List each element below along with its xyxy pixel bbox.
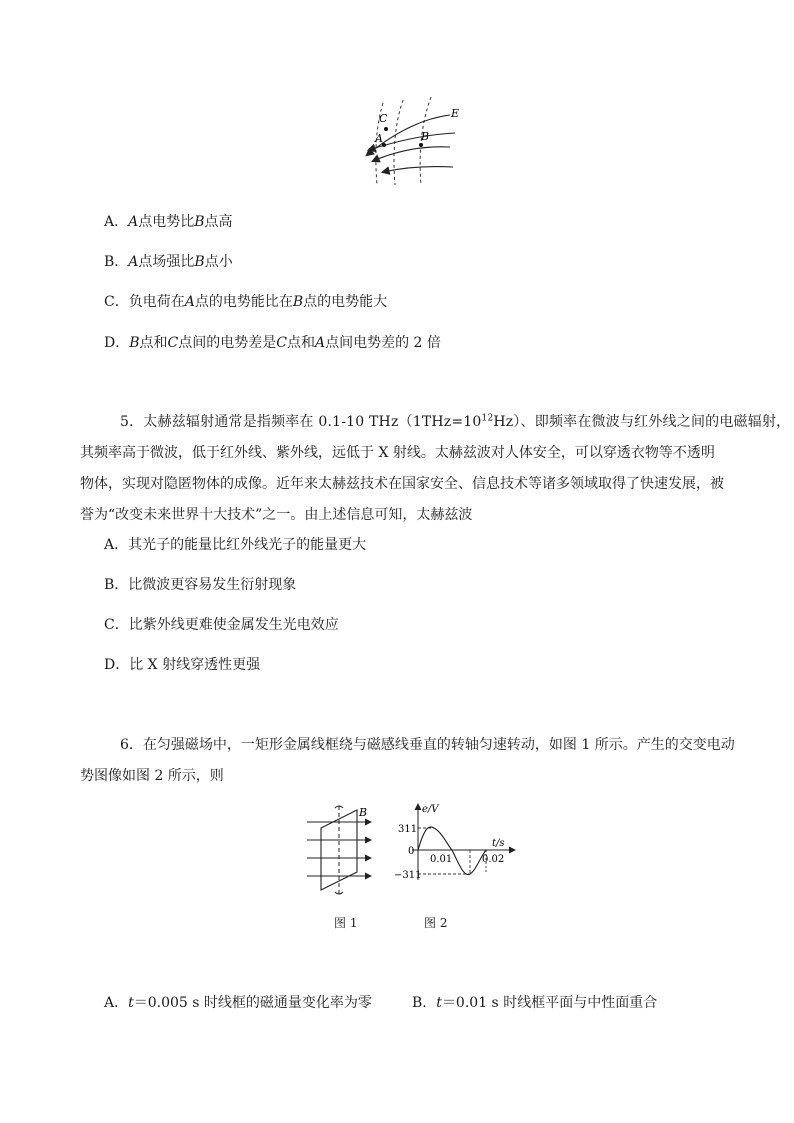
field-line	[373, 147, 450, 161]
option-text: 点间电势差的 2 倍	[325, 335, 441, 351]
label-b-field: B	[359, 806, 368, 819]
stem-text: Hz）、即频率在微波与红外线之间的电磁辐射，	[493, 414, 791, 430]
option-letter: B．	[104, 254, 129, 270]
q6-stem-line-1: 6．在匀强磁场中，一矩形金属线框绕与磁感线垂直的转轴匀速转动，如图 1 所示。产生的交变电动	[120, 737, 735, 753]
q5-stem-line-3: 物体，实现对隐匿物体的成像。近年来太赫兹技术在国家安全、信息技术等诸多领域取得了快速发展，被	[80, 476, 724, 492]
option-text: 点场强比	[138, 254, 195, 270]
option-text: 点的电势能比在	[194, 294, 293, 310]
option-text: 点高	[204, 214, 233, 230]
y-max-label: 311	[398, 824, 418, 835]
q5-option-a[interactable]: A．其光子的能量比红外线光子的能量更大	[104, 537, 367, 553]
stem-text: 5．太赫兹辐射通常是指频率在 0.1-10 THz（1THz=10	[120, 414, 482, 430]
var-b: B	[194, 254, 205, 270]
var-a: A	[128, 254, 139, 270]
q6-option-a[interactable]	[104, 993, 372, 1013]
var-a: A	[184, 294, 195, 310]
fig2-caption: 图 2	[424, 916, 448, 930]
fig1-caption: 图 1	[334, 916, 358, 930]
var-t: t	[128, 995, 134, 1011]
superscript: 12	[481, 413, 494, 424]
emf-curve	[418, 827, 486, 875]
option-text: 点和	[139, 335, 168, 351]
var-b: B	[292, 294, 304, 310]
x-tick-1: 0.01	[430, 854, 453, 865]
var-a: A	[314, 335, 326, 351]
field-lines-figure	[355, 95, 470, 190]
q5-stem-line-4: 誉为“改变未来世界十大技术”之一。由上述信息可知，太赫兹波	[80, 507, 473, 523]
emf-graph	[360, 800, 520, 884]
option-letter: D．	[104, 335, 130, 351]
origin-label: 0	[408, 846, 415, 857]
x-tick-2: 0.02	[482, 854, 505, 865]
option-text: 点小	[204, 254, 233, 270]
y-min-label: −311	[394, 870, 422, 881]
var-t: t	[436, 995, 442, 1011]
option-text: ＝0.01 s 时线框平面与中性面重合	[441, 995, 658, 1011]
x-axis-label: t/s	[492, 838, 505, 849]
option-letter: A．	[104, 214, 129, 230]
q4-option-d[interactable]	[104, 333, 441, 353]
var-b: B	[129, 335, 140, 351]
q5-stem-line-2: 其频率高于微波，低于红外线、紫外线，远低于 X 射线。太赫兹波对人体安全，可以穿透衣物等不透明	[80, 445, 715, 461]
q6-option-b[interactable]	[412, 993, 657, 1013]
q4-option-c[interactable]	[104, 292, 387, 312]
q5-option-d[interactable]: D．比 X 射线穿透性更强	[104, 657, 261, 673]
y-axis-label: e/V	[422, 804, 439, 815]
option-text: 点间的电势差是	[178, 335, 277, 351]
option-letter: A．	[104, 995, 129, 1011]
q5-option-c[interactable]: C．比紫外线更难使金属发生光电效应	[104, 617, 339, 633]
q6-stem-line-2: 势图像如图 2 所示，则	[80, 768, 224, 784]
var-a: A	[128, 214, 139, 230]
option-letter: C．	[104, 294, 129, 310]
label-e: E	[451, 107, 460, 120]
q5-stem-line-1	[120, 412, 790, 432]
option-text: 负电荷在	[128, 294, 185, 310]
option-letter: B．	[412, 995, 437, 1011]
option-text: 点电势比	[138, 214, 195, 230]
point-c	[384, 127, 388, 131]
q4-option-a[interactable]	[104, 212, 233, 232]
q4-option-b[interactable]	[104, 252, 233, 272]
q5-option-b[interactable]: B．比微波更容易发生衍射现象	[104, 577, 297, 593]
var-c: C	[276, 335, 287, 351]
option-text: 点和	[286, 335, 315, 351]
point-b	[419, 143, 423, 147]
label-a: A	[375, 132, 383, 145]
var-c: C	[167, 335, 179, 351]
label-b: B	[421, 130, 430, 143]
var-b: B	[194, 214, 205, 230]
option-text: ＝0.005 s 时线框的磁通量变化率为零	[133, 995, 372, 1011]
option-text: 点的电势能大	[303, 294, 388, 310]
field-line	[383, 167, 453, 172]
label-c: C	[379, 112, 388, 125]
